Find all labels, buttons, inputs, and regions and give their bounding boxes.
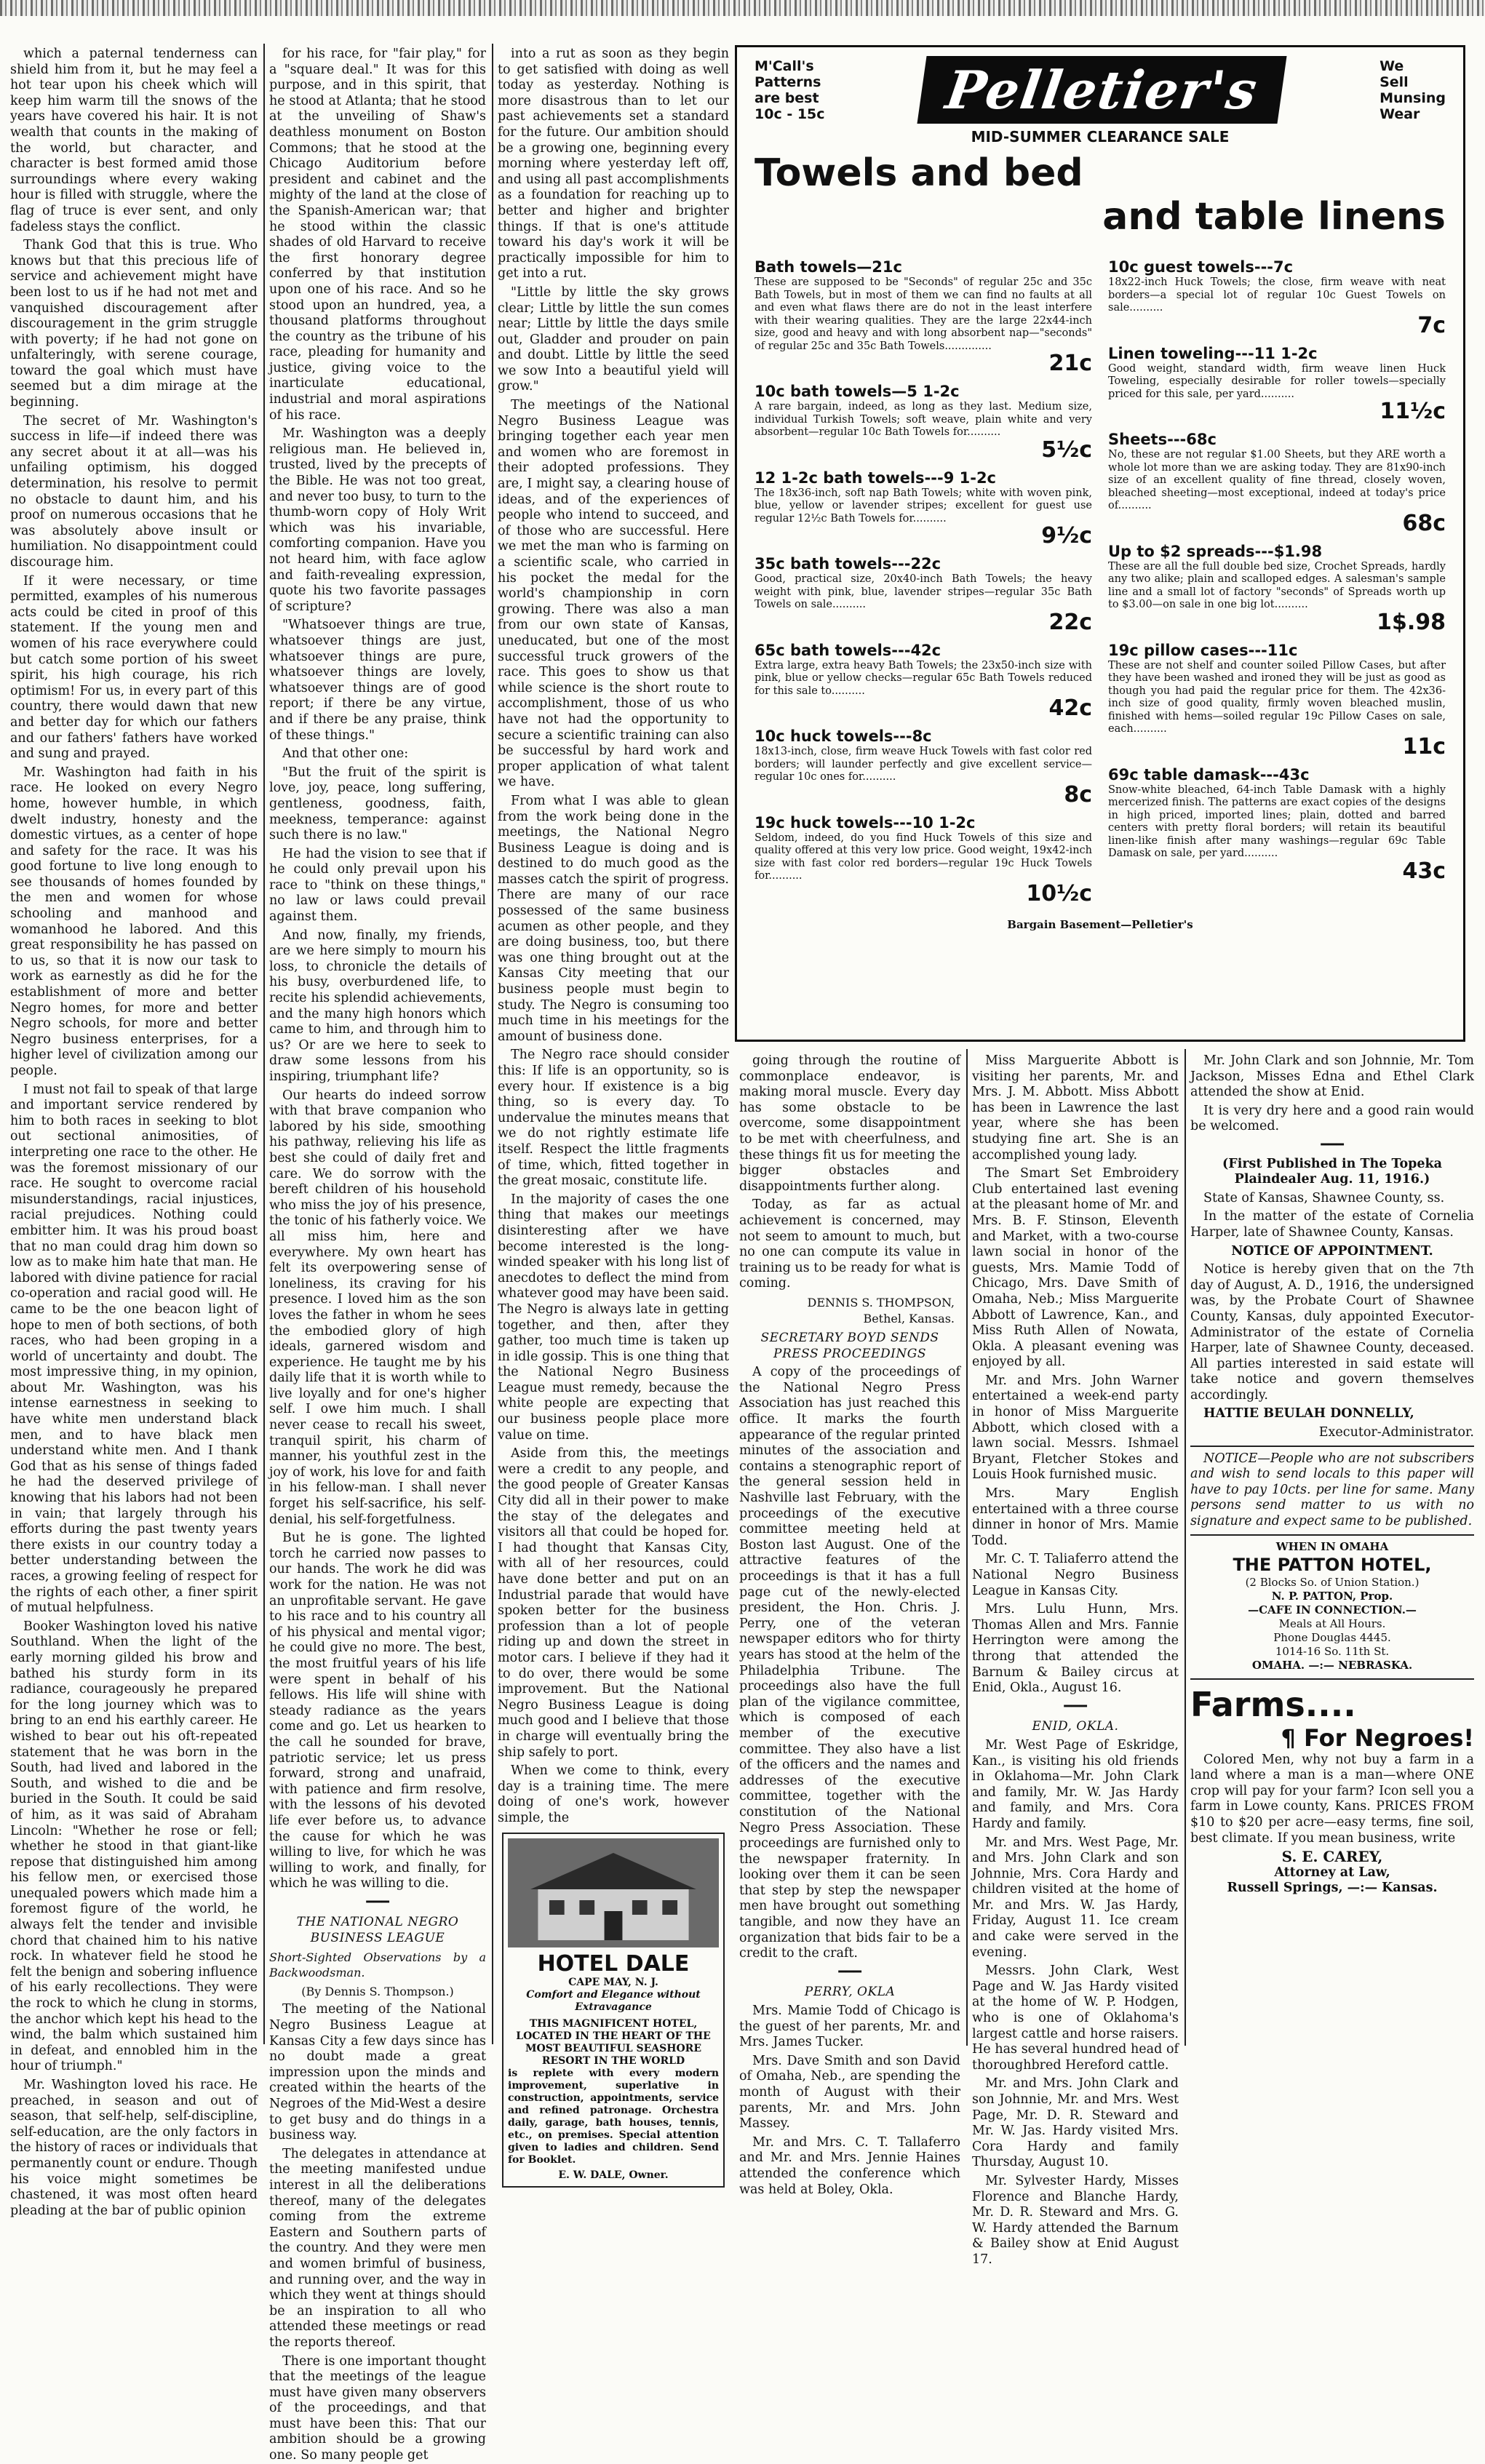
sale-item-price: 11c — [1402, 733, 1446, 759]
patton-hotel-name: THE PATTON HOTEL, — [1233, 1554, 1432, 1575]
paragraph: Mrs. Lulu Hunn, Mrs. Thomas Allen and Mrs. Fannie Herrington were among the throng that attended the Barnum & Bailey circus at Enid, Okla., August 16. — [972, 1602, 1179, 1696]
paragraph: The delegates in attendance at the meeting manifested undue interest in all the deliberations thereof, many of the delegates coming from the extreme Eastern and Southern parts of the country. And they were men and women brimful of business, and running over, and the way in which they went at things should be an inspiration to all who attended these meetings or read the reports thereof. — [269, 2146, 486, 2350]
ad-right-side — [1380, 58, 1446, 122]
article-column-2: for his race, for "fair play," for a "square deal." It was for this purpose, and in this spirit, that he stood at Atlanta; that he stood at the unveiling of Shaw's deathless monument on Boston Commons; that he stood at the Chicago Auditorium before president and cabinet and the mighty of the land at the close of the Spanish-American war; that he stood within the classic shades of old Harvard to receive the first honorary degree conferred by that institution upon one of his race. And so he stood upon an hundred, yea, a thousand platforms throughout the country as the tribune of his race, pleading for humanity and justice, giving voice to the inarticulate educational, industrial and moral aspirations of his race. Mr. Washington was a deeply religious man. He believed in, trusted, lived by the precepts of the Bible. He was not too great, and never too busy, to turn to the thumb-worn copy of Holy Writ which was his invariable, comforting companion. Have you not heard him, with face aglow and faith-revealing expression, quote his two favorite passages of scripture? "Whatsoever things are true, whatsoever things are just, whatsoever things are pure, whatsoever things are lovely, whatsoever things are of good report; if there be any virtue, and if there be any praise, think of these things." And that other one: "But the fruit of the spirit is love, joy, peace, long suffering, gentleness, goodness, faith, meekness, temperance: against such there is no law." He had the vision to see that if he could only prevail upon his race to "think on these things," no law or laws could prevail against them. And now, finally, my friends, are we here simply to mourn his loss, to chronicle the details of his busy, overburdened life, to recite his splendid achievements, and the many high honors which came to him, and through him to us? Or are we here to seek to draw some lessons from his inspiring, triumphant life? Our hearts do indeed sorrow with that brave companion who labored by his side, smoothing his pathway, relieving his life as best she could of daily fret and care. We do sorrow with the bereft children of his household who miss the joy of his presence, the tonic of his fatherly voice. We all miss him, here and everywhere. My own heart has felt its overpowering sense of loneliness, its craving for his presence. I loved him as the son loves the father in whom he sees the embodied glory of high ideals, garnered wisdom and experience. He taught me by his daily life that it is worth while to live loyally and for one's higher self. I owe him much. I shall never cease to recall his sweet, tranquil spirit, his charm of manner, his youthful zest in the joy of work, his love for and faith in his fellow-man. I shall never forget his self-sacrifice, his self-denial, his self-forgetfulness. But he is gone. The lighted torch he carried now passes to our hands. The work he did was work for the nation. He was not an unprofitable servant. He gave to his race and to his country all of his physical and mental vigor; he could give no more. The best, the most fruitful years of his life were spent in behalf of his fellows. His life will shine with steady radiance as the years come and go. Let us hearken to the call he sounded for brave, patriotic service; let us press forward, strong and unafraid, with patience and firm resolve, with the lessons of his devoted life ever before us, to advance the cause for which he was willing to live, for which he was willing to work, and finally, for which he was willing to die. ━━━ THE NATIONAL NEGRO BUSINESS LEAGUE Short-Sighted Observations by a Backwoodsman. (By Dennis S. Thompson.) The meeting of the National Negro Business League at Kansas City a few days since has no doubt made a great impression upon the minds and created within the hearts of the Negroes of the Mid-West a desire to get busy and do things in a business way. The delegates in attendance at the meeting manifested undue interest in all the deliberations thereof, many of the delegates coming from the extreme Eastern and Southern parts of the country. And they were men and women brimful of business, and running over, and the way in which they went at things should be an inspiration to all who attended these meetings or read the reports thereof. There is one important thought that the meetings of the league must have given many observers of the proceedings, and that must have been this: That our ambition should be a growing one. So many people get — [269, 47, 486, 2463]
sale-item-title: 69c table damask---43c — [1108, 765, 1310, 784]
sale-item-description: Good, practical size, 20x40-inch Bath Towels; the heavy weight with pink, blue, lavender stripes—regular 35c Bath Towels on sale.......... — [755, 573, 1092, 610]
sale-item — [1108, 258, 1446, 337]
sale-item-price: 11½c — [1380, 399, 1446, 424]
sale-item-price: 22c — [1048, 609, 1092, 635]
sale-item — [1108, 542, 1446, 634]
paragraph: "But the fruit of the spirit is love, joy, peace, long suffering, gentleness, goodness, faith, meekness, temperance: against such there is no law." — [269, 765, 486, 843]
sale-item-title: 10c bath towels—5 1-2c — [755, 383, 960, 400]
sale-item — [1108, 641, 1446, 758]
ad-headline: Towels and bed — [755, 151, 1083, 195]
paragraph: into a rut as soon as they begin to get satisfied with doing as well today as yesterday. Nothing is more disastrous than to let our past achievements set a standard for the future. Our ambition should be a growing one, beginning every morning where yesterday left off, and using all past accomplishments as a foundation for reaching up to better and higher and brighter things. If that is one's attitude toward his day's work it will be practically impossible for him to get into a rut. — [498, 47, 729, 282]
paragraph: Mr. Sylvester Hardy, Misses Florence and Blanche Hardy, Mr. D. R. Steward and Mrs. G. W. Hardy attended the Barnum & Bailey show at Enid August 17. — [972, 2173, 1179, 2267]
paragraph: He had the vision to see that if he could only prevail upon his race to "think on these things," no law or laws could prevail against them. — [269, 846, 486, 925]
paragraph: for his race, for "fair play," for a "square deal." It was for this purpose, and in this spirit, that he stood at Atlanta; that he stood at the unveiling of Shaw's deathless monument on Boston Commons; that he stood at the Chicago Auditorium before president and cabinet and the mighty of the land at the close of the Spanish-American war; that he stood within the classic shades of old Harvard to receive the first honorary degree conferred by that institution upon one of his race. And so he stood upon an hundred, yea, a thousand platforms throughout the country as the tribune of his race, pleading for humanity and justice, giving voice to the inarticulate educational, industrial and moral aspirations of his race. — [269, 47, 486, 423]
sale-item — [755, 554, 1092, 634]
paragraph: Mr. and Mrs. John Clark and son Johnnie, Mr. and Mrs. West Page, Mr. D. R. Steward and Mr. W. Jas. Hardy visited Mrs. Cora Hardy and family Thursday, August 10. — [972, 2076, 1179, 2170]
paragraph: Mrs. Mamie Todd of Chicago is the guest of her parents, Mr. and Mrs. James Tucker. — [739, 2004, 960, 2050]
column-rule — [263, 44, 265, 2044]
sale-item-title: Up to $2 spreads---$1.98 — [1108, 542, 1323, 560]
sale-item-description: No, these are not regular $1.00 Sheets, but they ARE worth a whole lot more than we are asking today. They are 81x90-inch size of an excellent quality of fine thread, closely woven, bleached sheeting—most exceptional, indeed at today's price of.......... — [1108, 449, 1446, 511]
sale-item-title: Sheets---68c — [1108, 431, 1217, 448]
hotel-body: is replete with every modern improvement, superlative in construction, appointments, service and refined patronage. Orchestra daily, garage, bath houses, tennis, etc., on premises. Special attention given to ladies and children. Send for Booklet. — [508, 2067, 719, 2166]
sale-item-price: 1$.98 — [1377, 609, 1446, 635]
sale-item — [1108, 765, 1446, 882]
paragraph: The Negro race should consider this: If life is an opportunity, so is every hour. If existence is a big thing, so is every day. To undervalue the minutes means that we do not rightly estimate life itself. Respect the little fragments of time, which, fitted together in the great mosaic, constitute life. — [498, 1048, 729, 1189]
hotel-tagline: Comfort and Elegance without Extravagance — [526, 1988, 701, 2013]
article-column-3 — [498, 47, 729, 2181]
sale-item-price: 9½c — [1041, 523, 1092, 549]
paragraph: The meeting of the National Negro Business League at Kansas City a few days since has no doubt made a great impression upon the minds and created within the hearts of the Negroes of the Mid-West a desire to get busy and do things in a business way. — [269, 2002, 486, 2143]
sale-item-title: 10c guest towels---7c — [1108, 258, 1294, 276]
ad-headline-2: and table linens — [1102, 195, 1446, 239]
pelletiers-ad — [735, 45, 1465, 1042]
paragraph: Messrs. John Clark, West Page and W. Jas Hardy visited at the home of W. P. Hodgen, who is one of Oklahoma's largest cattle and horse raisers. He has several hundred head of thoroughbred Hereford cattle. — [972, 1963, 1179, 2073]
hotel-dale-ad — [502, 1833, 725, 2188]
sale-item-description: These are supposed to be "Seconds" of regular 25c and 35c Bath Towels, but in most of them we can find no faults at all and even what flaws there are do not in the least interfere with their wearing qualities. They are the large 22x44-inch size, good and heavy and with long absorbent nap—"seconds" of regular 25c and 35c Bath Towels.............. — [755, 276, 1092, 352]
ad-side-line: Sell — [1380, 73, 1409, 90]
paragraph: Thank God that this is true. Who knows but that this precious life of service and achievement might have been lost to us if he had not met and vanquished discouragement after discouragement in the grim struggle with poverty; if he had not gone on unfalteringly, with serene courage, toward the goal which must have seemed but a dim mirage at the beginning. — [10, 238, 258, 410]
paragraph: In the majority of cases the one thing that makes our meetings disinteresting after we have become interested is the long-winded speaker with his long list of anecdotes to deflect the mind from whatever good may have been said. The Negro is always late in getting together, and then, after they gather, too much time is taken up in idle gossip. This is one thing that the National Negro Business League must remedy, because the white people are expecting that our business people place more value on time. — [498, 1192, 729, 1443]
ad-left-side — [755, 58, 825, 122]
paragraph: Mr. and Mrs. C. T. Tallaferro and Mr. and Mrs. Jennie Haines attended the conference which was held at Boley, Okla. — [739, 2134, 960, 2197]
sale-item-description: These are not shelf and counter soiled Pillow Cases, but after they have been washed and ironed they will be just as good as though you had paid the regular price for them. The 42x36-inch size of good quality, firmly woven bleached muslin, finished with hems—soiled regular 19c Pillow Cases on sale, each.......... — [1108, 659, 1446, 735]
paragraph: I must not fail to speak of that large and important service rendered by him to both races in seeking to blot out sectional animosities, of interpreting one race to the other. He was the foremost missionary of our race. He sought to overcome racial misunderstandings, racial injustices, racial prejudices. Nothing could embitter him. It was his proud boast that no man could drag him down so low as to make him hate that man. He labored with divine patience for racial co-operation and racial good will. He came to be the one beacon light of hope to men of both sections, of both races, who had been groping in a world of uncertainty and doubt. The most impressive thing, in my opinion, about Mr. Washington, was his intense earnestness in seeking to have white men understand black men, and to have black men understand white men. And I thank God that as his sense of things faded he had the deserved privilege of knowing that his labors had not been in vain; that largely through his efforts during the past twenty years there exists in our country today a better understanding between the races, a growing feeling of respect for the rights of each other, a finer spirit of mutual helpfulness. — [10, 1082, 258, 1616]
legal-notice: (First Published in The Topeka Plaindealer Aug. 11, 1916.) State of Kansas, Shawnee County, ss. In the matter of the estate of Cornelia Harper, late of Shawnee County, Kansas. NOTICE OF APPOINTMENT. Notice is hereby given that on the 7th day of August, A. D., 1916, the undersigned was, by the Probate Court of Shawnee County, Kansas, duly appointed Executor-Administrator of the estate of Cornelia Harper, late of Shawnee County, deceased. All parties interested in said estate will take notice and govern themselves accordingly. HATTIE BEULAH DONNELLY, Executor-Administrator. — [1190, 1156, 1474, 1440]
sale-item — [755, 382, 1092, 461]
paragraph: Today, as far as actual achievement is concerned, may not seem to amount to much, but no one can compute its value in training us to be ready for what is coming. — [739, 1197, 960, 1291]
hotel-building-icon — [508, 1838, 719, 1947]
paragraph: "Little by little the sky grows clear; Little by little the sun comes near; Little by little the days smile out, Gladder and prouder on pain and doubt. Little by little the seed we sow Into a beautiful yield will grow." — [498, 284, 729, 394]
column-rule — [492, 44, 493, 2044]
hotel-name: HOTEL DALE — [537, 1950, 690, 1977]
sale-item-price: 7c — [1417, 312, 1446, 338]
byline: (By Dennis S. Thompson.) — [301, 1984, 454, 1998]
sale-item-description: A rare bargain, indeed, as long as they last. Medium size, individual Turkish Towels; soft weave, plain white and very absorbent—regular 10c Bath Towels for.......... — [755, 401, 1092, 438]
paragraph: The secret of Mr. Washington's success in life—if indeed there was any secret about it at all—was his unfailing optimism, his dogged determination, his resolve to permit no obstacle to daunt him, and his proof on numerous occasions that he was absolutely above insult or humiliation. No disappointment could discourage him. — [10, 413, 258, 570]
sale-item-price: 42c — [1048, 695, 1092, 721]
signature-line: DENNIS S. THOMPSON, — [807, 1295, 955, 1309]
divider — [1190, 1534, 1474, 1536]
sale-item — [755, 469, 1092, 548]
sale-item-description: Seldom, indeed, do you find Huck Towels of this size and quality offered at this very low price. Good weight, 19x42-inch size with fast color red borders—regular 19c Huck Towels for.......... — [755, 832, 1092, 882]
section-title: PERRY, OKLA — [804, 1985, 896, 2000]
paragraph: And that other one: — [282, 746, 409, 762]
divider — [1190, 1446, 1474, 1447]
paragraph: And now, finally, my friends, are we here simply to mourn his loss, to chronicle the details of his busy, overburdened life, to recite his splendid achievements, and the many high honors which came to him, and through him to us? Or are we here to seek to draw some lessons from his inspiring, triumphant life? — [269, 928, 486, 1084]
hotel-image — [508, 1838, 719, 1947]
paragraph: If it were necessary, or time permitted, examples of his numerous acts could be cited in proof of this statement. If the young men and women of his race everywhere could but catch some portion of his sweet spirit, his high courage, his rich optimism! For us, in every part of this country, there would dawn that new and better day for which our fathers and our fathers' fathers have worked and sung and prayed. — [10, 573, 258, 762]
column-rule — [1185, 1049, 1186, 2046]
sale-item — [1108, 344, 1446, 423]
ad-side-line: Wear — [1380, 105, 1420, 122]
sale-item-title: Bath towels—21c — [755, 258, 902, 276]
farms-subtitle: ¶ For Negroes! — [1281, 1723, 1474, 1752]
ad-side-line: are best — [755, 89, 819, 106]
sale-item-title: 19c huck towels---10 1-2c — [755, 813, 976, 832]
sale-item-title: 10c huck towels---8c — [755, 727, 932, 745]
paragraph: Mr. C. T. Taliaferro attend the National Negro Business League in Kansas City. — [972, 1552, 1179, 1598]
sale-item-title: 19c pillow cases---11c — [1108, 641, 1298, 659]
sale-item — [755, 258, 1092, 375]
paragraph: But he is gone. The lighted torch he carried now passes to our hands. The work he did was work for the nation. He was not an unprofitable servant. He gave to his race and to his country all of his physical and mental vigor; he could give no more. The best, the most fruitful years of his life were spent in behalf of his fellows. His life will shine with steady radiance as the years come and go. Let us hearken to the call he sounded for brave, patriotic service; let us press forward, strong and unafraid, with patience and firm resolve, with the lessons of his devoted life ever before us, to advance the cause for which he was willing to live, for which he was willing to work, and finally, for which he was willing to die. — [269, 1531, 486, 1891]
paragraph: From what I was able to glean from the work being done in the meetings, the National Negro Business League is doing and is destined to do much good as the masses catch the spirit of progress. There are many of our race possessed of the same business acumen as other people, and they are doing business, too, but there was one thing brought out at the Kansas City meeting that our business people must begin to study. The Negro is consuming too much time in his meetings for the amount of business done. — [498, 793, 729, 1044]
section-title: THE NATIONAL NEGRO BUSINESS LEAGUE — [296, 1915, 459, 1946]
sale-item-description: Extra large, extra heavy Bath Towels; the 23x50-inch size with pink, blue or yellow checks—regular 65c Bath Towels reduced for this sale to.......... — [755, 659, 1092, 697]
sale-item-price: 68c — [1402, 510, 1446, 536]
column-rule — [966, 1049, 968, 2046]
sale-item — [1108, 430, 1446, 535]
paragraph: Mr. Washington had faith in his race. He looked on every Negro home, however humble, in which dwelt industry, honesty and the domestic virtues, as a center of hope and safety for the race. It was his good fortune to live long enough to see thousands of homes founded by the men and women for whose schooling and manhood and womanhood he labored. And this great responsibility he has passed on to us, so that it is now our task to work as earnestly as did he for the establishment of more and better Negro homes, for more and better Negro schools, for more and better Negro business enterprises, for a higher level of civilization among our people. — [10, 765, 258, 1078]
farms-title: Farms.... — [1190, 1684, 1356, 1724]
sale-item-title: 65c bath towels---42c — [755, 641, 941, 659]
section-title: ENID, OKLA. — [1032, 1719, 1119, 1734]
sale-item-description: 18x13-inch, close, firm weave Huck Towels with fast color red borders; will launder perfectly and give excellent service—regular 10c ones for.......... — [755, 746, 1092, 783]
ad-side-line: Munsing — [1380, 89, 1446, 106]
paragraph: The meetings of the National Negro Business League was bringing together each year men and women who are foremost in their adopted professions. They are, I might say, a clearing house of ideas, and of the experiences of people who intend to succeed, and of those who are successful. Here we met the man who is farming on a scientific scale, who carried in his pocket the medal for the world's championship in corn growing. There was also a man from our own state of Kansas, uneducated, but one of the most successful truck growers of the race. This goes to show us that while science is the short route to accomplishment, those of us who have not had the opportunity to secure a scientific training can also be successful by hard work and proper application of what talent we have. — [498, 398, 729, 790]
sale-item-price: 43c — [1402, 858, 1446, 884]
paragraph: Mr. and Mrs. John Warner entertained a week-end party in honor of Miss Marguerite Abbott, which closed with a lawn social. Messrs. Ishmael Bryant, Fletcher Stokes and Louis Hook furnished music. — [972, 1373, 1179, 1483]
sale-item — [755, 641, 1092, 720]
hotel-owner: E. W. DALE, Owner. — [558, 2169, 669, 2181]
sale-item-description: Snow-white bleached, 64-inch Table Damask with a highly mercerized finish. The patterns are exact copies of the designs in high priced, imported lines; plain, dotted and barred centers with pretty floral borders; will retain its beautiful linen-like finish after many washings—regular 69c Table Damask on sale, per yard.......... — [1108, 784, 1446, 859]
sale-item-description: Good weight, standard width, firm weave linen Huck Toweling, especially desirable for roller towels—specially priced for this sale, per yard.......... — [1108, 362, 1446, 400]
paragraph: Our hearts do indeed sorrow with that brave companion who labored by his side, smoothing his pathway, relieving his life as best she could of daily fret and care. We do sorrow with the bereft children of his household who miss the joy of his presence, the tonic of his fatherly voice. We all miss him, here and everywhere. My own heart has felt its overpowering sense of loneliness, its craving for his presence. I loved him as the son loves the father in whom he sees the embodied glory of high ideals, garnered wisdom and experience. He taught me by his daily life that it is worth while to live loyally and for one's higher self. I owe him much. I shall never cease to recall his sweet, tranquil spirit, his charm of manner, his youthful zest in the joy of work, his love for and faith in his fellow-man. I shall never forget his self-sacrifice, his self-denial, his self-forgetfulness. — [269, 1088, 486, 1527]
signature — [739, 1295, 955, 1326]
ad-footer: Bargain Basement—Pelletier's — [1007, 917, 1193, 931]
paragraph: Mr. John Clark and son Johnnie, Mr. Tom Jackson, Misses Edna and Ethel Clark attended the show at Enid. — [1190, 1053, 1474, 1100]
paragraph: Mrs. Dave Smith and son David of Omaha, Neb., are spending the month of August with their parents, Mr. and Mrs. John Massey. — [739, 2053, 960, 2132]
paragraph: Mr. Washington loved his race. He preached, in season and out of season, that self-help, self-discipline, self-education, are the only factors in the history of races or individuals that permanently count or endure. Though his voice might sometimes be chastened, it was most often heard pleading at the bar of public opinion — [10, 2078, 258, 2218]
sale-item-title: 12 1-2c bath towels---9 1-2c — [755, 469, 997, 487]
ad-side-line: M'Call's — [755, 57, 814, 74]
subscriber-notice: NOTICE—People who are not subscribers and wish to send locals to this paper will have to pay 10cts. per line for same. Many persons send matter to us with no signature and expect same to be published. — [1190, 1451, 1474, 1529]
ad-items-right — [1108, 258, 1446, 912]
sale-item-price: 21c — [1048, 351, 1092, 376]
paragraph: Mr. and Mrs. West Page, Mr. and Mrs. John Clark and son Johnnie, Mrs. Cora Hardy and children visited at the home of Mr. and Mrs. W. Jas Hardy, Friday, August 11. Ice cream and cake were served in the evening. — [972, 1835, 1179, 1960]
section-title: SECRETARY BOYD SENDS PRESS PROCEEDINGS — [760, 1331, 939, 1361]
sale-item-price: 5½c — [1041, 436, 1092, 463]
sale-item-title: 35c bath towels---22c — [755, 555, 941, 573]
sale-item-title: Linen toweling---11 1-2c — [1108, 344, 1318, 362]
ad-side-line: 10c - 15c — [755, 105, 825, 122]
paragraph: A copy of the proceedings of the National Negro Press Association has just reached this office. It marks the fourth appearance of the regular printed minutes of the association and contains a stenographic report of the general session held in Nashville last February, with the proceedings of the executive committee meeting held at Boston last August. One of the attractive features of the proceedings is that it has a full page cut of the newly-elected president, the Hon. Chris. J. Perry, one of the veteran newspaper editors who for thirty years has stood at the helm of the Philadelphia Tribune. The proceedings also have the full plan of the vigilance committee, which is composed of each member of the executive committee. They also have a list of the officers and the names and addresses of the executive committee, together with the constitution of the National Negro Press Association. These proceedings are furnished only to the newspaper fraternity. In looking over them it can be seen that step by step the newspaper men have brought out something tangible, and now they have an organization that bids fair to be a credit to the craft. — [739, 1365, 960, 1961]
article-column-6: Mr. John Clark and son Johnnie, Mr. Tom Jackson, Misses Edna and Ethel Clark attended the show at Enid. It is very dry here and a good rain would be welcomed. ━━━ (First Published in The Topeka Plaindealer Aug. 11, 1916.) State of Kansas, Shawnee County, ss. In the matter of the estate of Cornelia Harper, late of Shawnee County, Kansas. NOTICE OF APPOINTMENT. Notice is hereby given that on the 7th day of August, A. D., 1916, the undersigned was, by the Probate Court of Shawnee County, Kansas, duly appointed Executor-Administrator of the estate of Cornelia Harper, late of Shawnee County, deceased. All parties interested in said estate will take notice and govern themselves accordingly. HATTIE BEULAH DONNELLY, Executor-Administrator. NOTICE—People who are not subscribers and wish to send locals to this paper will have to pay 10cts. per line for same. Many persons send matter to us with no signature and expect same to be published. WHEN IN OMAHA THE PATTON HOTEL, (2 Blocks So. of Union Station.) N. P. PATTON, Prop. —CAFE IN CONNECTION.— Meals at All Hours. Phone Douglas 4445. 1014-16 So. 11th St. OMAHA. —:— NEBRASKA. Farms.... ¶ For Negroes! Colored Men, why not buy a farm in a land where a man is a man—where ONE crop will pay for your farm? Icon sell you a farm in Lowe county, Kans. PRICES FROM $10 to $20 per acre—easy terms, fine soil, best climate. If you mean business, write S. E. CAREY, Attorney at Law, Russell Springs, —:— Kansas. — [1190, 1053, 1474, 1896]
paragraph: Miss Marguerite Abbott is visiting her parents, Mr. and Mrs. J. M. Abbott. Miss Abbott has been in Lawrence the last year, where she has been studying fine art. She is an accomplished young lady. — [972, 1053, 1179, 1163]
sale-item — [755, 813, 1092, 905]
ad-sale-title: MID-SUMMER CLEARANCE SALE — [971, 128, 1230, 145]
divider — [1190, 1678, 1474, 1680]
paragraph: Booker Washington loved his native Southland. When the light of the early morning gilded his brow and bathed his sturdy form in its radiance, courageously he prepared for the long journey which was to bring to an end his earthly career. He wished to bear out his oft-repeated statement that he was born in the South, had lived and labored in the South, and wished to die and be buried in the South. It could be said of him, as it was said of Abraham Lincoln: "Whether he rose or fell; whether he stood in that giant-like repose that distinguished him among his fellow men, or exercised those unequaled powers which made him a foremost figure of the world, he always felt the tender and invisible chord that chained him to his native rock. In whatever field he stood he felt the benign and sobering influence of his early recollections. They were the rock to which he clung in storms, the anchor which kept his head to the wind, the balm which sustained him in defeat, and ennobled him in the hour of triumph." — [10, 1619, 258, 2074]
article-column-1 — [10, 47, 258, 2218]
farms-body: Colored Men, why not buy a farm in a land where a man is a man—where ONE crop will pay for your farm? Icon sell you a farm in Lowe county, Kans. PRICES FROM $10 to $20 per acre—easy terms, fine soil, best climate. If you mean business, write — [1190, 1752, 1474, 1846]
paragraph: Mr. West Page of Eskridge, Kan., is visiting his old friends in Oklahoma—Mr. John Clark and family, Mr. W. Jas Hardy and family, and Mrs. Cora Hardy and family. — [972, 1737, 1179, 1831]
paragraph: which a paternal tenderness can shield him from it, but he may feel a hot tear upon his cheek which will keep him warm till the snows of the years have covered his hair. It is not wealth that counts in the making of the world, but character, and character is best formed amid those surroundings where every waking hour is filled with struggle, where the flag of truce is ever sent, and only fadeless stays the conflict. — [10, 47, 258, 234]
sale-item-price: 8c — [1064, 781, 1092, 808]
paragraph: going through the routine of commonplace endeavor, is making moral muscle. Every day has some obstacle to be overcome, some disappointment to be met with cheerfulness, and these things fit us for meeting the bigger obstacles and disappointments further along. — [739, 1053, 960, 1194]
pelletiers-logo: Pelletier's — [917, 56, 1288, 124]
hotel-location: CAPE MAY, N. J. — [568, 1976, 658, 1988]
ad-side-line: Patterns — [755, 73, 821, 90]
paragraph: Mrs. Mary English entertained with a three course dinner in honor of Mrs. Mamie Todd. — [972, 1486, 1179, 1548]
sale-item-description: 18x22-inch Huck Towels; the close, firm weave with neat borders—a special lot of regular 10c Guest Towels on sale.......... — [1108, 276, 1446, 314]
sale-item-price: 10½c — [1026, 880, 1092, 906]
paragraph: Aside from this, the meetings were a credit to any people, and the good people of Greater Kansas City did all in their power to make the stay of the delegates and visitors all that could be hoped for. I had thought that Kansas City, with all of her resources, could have done better and put on an Industrial parade that would have spoken better for the business profession than a lot of people riding up and down the street in motor cars. I believe if they had it to do over, there would be some improvement. But the National Negro Business League is doing much good and I believe that those in charge will eventually bring the ship safely to port. — [498, 1446, 729, 1760]
page-top-border — [0, 0, 1485, 16]
paragraph: When we come to think, every day is a training time. The mere doing of one's work, however simple, the — [498, 1763, 729, 1825]
section-subtitle: Short-Sighted Observations by a Backwoodsman. — [269, 1950, 486, 1980]
paragraph: There is one important thought that the meetings of the league must have given many observers of the proceedings, and that must have been this: That our ambition should be a growing one. So many people get — [269, 2353, 486, 2463]
paragraph: The Smart Set Embroidery Club entertained last evening at the pleasant home of Mr. and Mrs. B. F. Stinson, Eleventh and Market, with a two-course lawn social in honor of the guests, Mrs. Mamie Todd of Chicago, Mrs. Dave Smith of Omaha, Neb.; Miss Marguerite Abbott of Lawrence, Kan., and Miss Ruth Allen of Nowata, Okla. A pleasant evening was enjoyed by all. — [972, 1166, 1179, 1370]
sale-item — [755, 727, 1092, 806]
hotel-headline: THIS MAGNIFICENT HOTEL, LOCATED IN THE HEART OF THE MOST BEAUTIFUL SEASHORE RESORT IN THE WORLD — [516, 2017, 711, 2067]
farms-ad: Farms.... ¶ For Negroes! Colored Men, why not buy a farm in a land where a man is a man—where ONE crop will pay for your farm? Icon sell you a farm in Lowe county, Kans. PRICES FROM $10 to $20 per acre—easy terms, fine soil, best climate. If you mean business, write S. E. CAREY, Attorney at Law, Russell Springs, —:— Kansas. — [1190, 1684, 1474, 1896]
sale-item-description: These are all the full double bed size, Crochet Spreads, hardly any two alike; plain and scalloped edges. A salesman's sample line and a small lot of factory "seconds" of Spreads worth up to $3.00—on sale in one big lot.......... — [1108, 560, 1446, 610]
sale-item-description: The 18x36-inch, soft nap Bath Towels; white with woven pink, blue, yellow or lavender stripes; excellent for guest use regular 12½c Bath Towels for.......... — [755, 487, 1092, 525]
ad-items-left — [755, 258, 1092, 912]
patton-hotel-ad: WHEN IN OMAHA THE PATTON HOTEL, (2 Blocks So. of Union Station.) N. P. PATTON, Prop. —CAFE IN CONNECTION.— Meals at All Hours. Phone Douglas 4445. 1014-16 So. 11th St. OMAHA. —:— NEBRASKA. — [1190, 1540, 1474, 1672]
signature-line: Bethel, Kansas. — [863, 1311, 955, 1325]
article-column-5: Miss Marguerite Abbott is visiting her parents, Mr. and Mrs. J. M. Abbott. Miss Abbott has been in Lawrence the last year, where she has been studying fine art. She is an accomplished young lady. The Smart Set Embroidery Club entertained last evening at the pleasant home of Mr. and Mrs. B. F. Stinson, Eleventh and Market, with a two-course lawn social in honor of the guests, Mrs. Mamie Todd of Chicago, Mrs. Dave Smith of Omaha, Neb.; Miss Marguerite Abbott of Lawrence, Kan., and Miss Ruth Allen of Nowata, Okla. A pleasant evening was enjoyed by all. Mr. and Mrs. John Warner entertained a week-end party in honor of Miss Marguerite Abbott, which closed with a lawn social. Messrs. Ishmael Bryant, Fletcher Stokes and Louis Hook furnished music. Mrs. Mary English entertained with a three course dinner in honor of Mrs. Mamie Todd. Mr. C. T. Taliaferro attend the National Negro Business League in Kansas City. Mrs. Lulu Hunn, Mrs. Thomas Allen and Mrs. Fannie Herrington were among the throng that attended the Barnum & Bailey circus at Enid, Okla., August 16. ━━━ ENID, OKLA. Mr. West Page of Eskridge, Kan., is visiting his old friends in Oklahoma—Mr. John Clark and family, Mr. W. Jas Hardy and family, and Mrs. Cora Hardy and family. Mr. and Mrs. West Page, Mr. and Mrs. John Clark and son Johnnie, Mrs. Cora Hardy and children visited at the home of Mr. and Mrs. W. Jas Hardy, Friday, August 11. Ice cream and cake were served in the evening. Messrs. John Clark, West Page and W. Jas Hardy visited at the home of W. P. Hodgen, who is one of Oklahoma's largest cattle and horse raisers. He has several hundred head of thoroughbred Hereford cattle. Mr. and Mrs. John Clark and son Johnnie, Mr. and Mrs. West Page, Mr. D. R. Steward and Mr. W. Jas. Hardy visited Mrs. Cora Hardy and family Thursday, August 10. Mr. Sylvester Hardy, Misses Florence and Blanche Hardy, Mr. D. R. Steward and Mrs. G. W. Hardy attended the Barnum & Bailey show at Enid August 17. — [972, 1053, 1179, 2267]
paragraph: It is very dry here and a good rain would be welcomed. — [1190, 1103, 1474, 1134]
ad-side-line: We — [1380, 57, 1404, 74]
paragraph: Mr. Washington was a deeply religious man. He believed in, trusted, lived by the precepts of the Bible. He was not too great, and never too busy, to turn to the thumb-worn copy of Holy Writ which was his invariable, comforting companion. Have you not heard him, with face aglow and faith-revealing expression, quote his two favorite passages of scripture? — [269, 426, 486, 614]
paragraph: "Whatsoever things are true, whatsoever things are just, whatsoever things are pure, whatsoever things are lovely, whatsoever things are of good report; if there be any virtue, and if there be any praise, think of these things." — [269, 618, 486, 743]
article-column-4: going through the routine of commonplace endeavor, is making moral muscle. Every day has some obstacle to be overcome, some disappointment to be met with cheerfulness, and these things fit us for meeting the bigger obstacles and disappointments further along. Today, as far as actual achievement is concerned, may not seem to amount to much, but no one can compute its value in training us to be ready for what is coming. DENNIS S. THOMPSON, Bethel, Kansas. SECRETARY BOYD SENDS PRESS PROCEEDINGS A copy of the proceedings of the National Negro Press Association has just reached this office. It marks the fourth appearance of the regular printed minutes of the association and contains a stenographic report of the general session held in Nashville last February, with the proceedings of the executive committee meeting held at Boston last August. One of the attractive features of the proceedings is that it has a full page cut of the newly-elected president, the Hon. Chris. J. Perry, one of the veteran newspaper editors who for thirty years has stood at the helm of the Philadelphia Tribune. The proceedings also have the full plan of the vigilance committee, which is composed of each member of the executive committee. They also have a list of the officers and the names and addresses of the executive committee, together with the constitution of the National Negro Press Association. These proceedings are furnished only to the newspaper fraternity. In looking over them it can be seen that step by step the newspaper men have brought out something tangible, and now they have an organization that bids fair to be a credit to the craft. ━━━ PERRY, OKLA Mrs. Mamie Todd of Chicago is the guest of her parents, Mr. and Mrs. James Tucker. Mrs. Dave Smith and son David of Omaha, Neb., are spending the month of August with their parents, Mr. and Mrs. John Massey. Mr. and Mrs. C. T. Tallaferro and Mr. and Mrs. Jennie Haines attended the conference which was held at Boley, Okla. — [739, 1053, 960, 2197]
